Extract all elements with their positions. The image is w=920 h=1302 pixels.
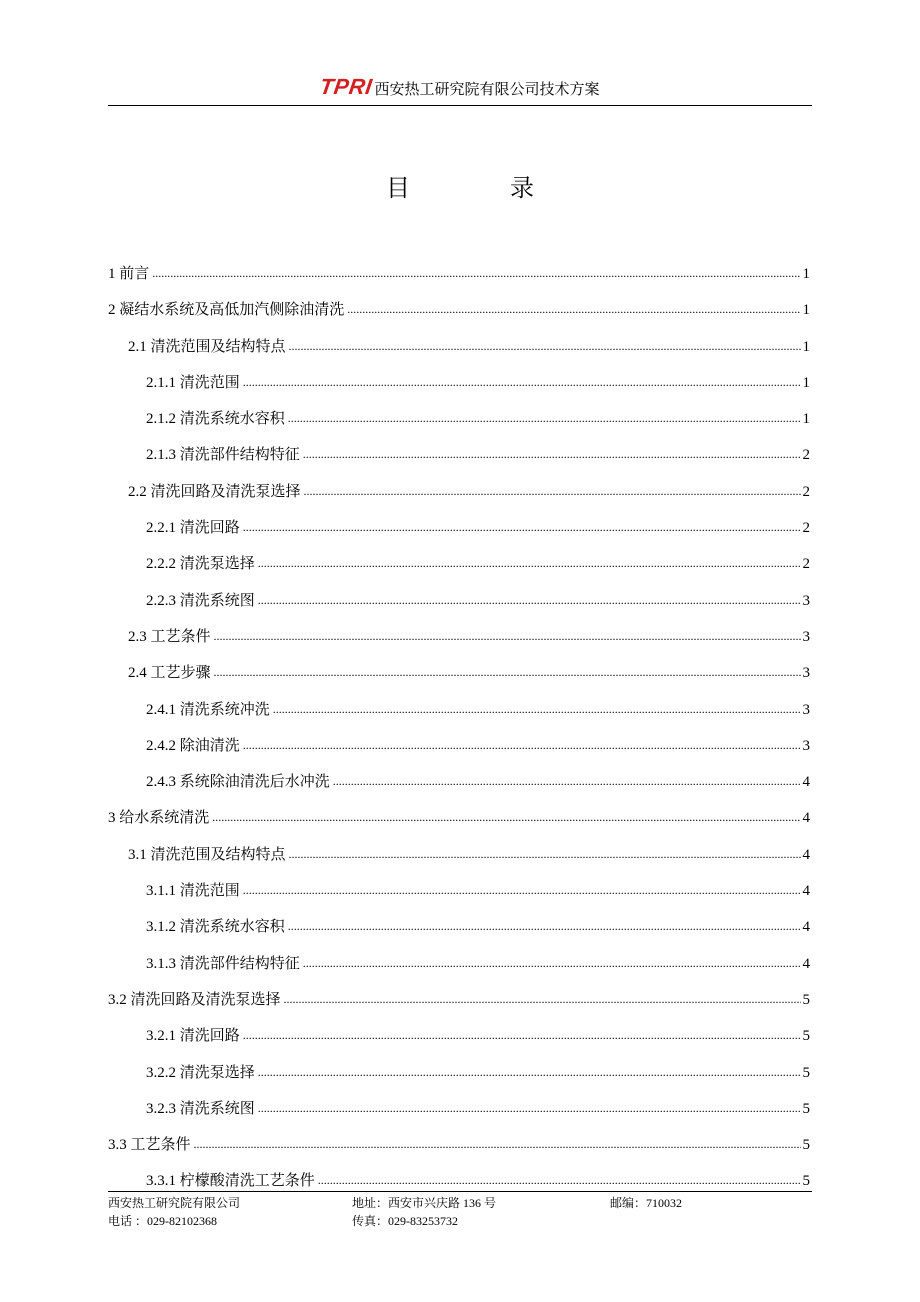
toc-dot-leader: [243, 872, 801, 908]
toc-entry-page: 1: [802, 411, 810, 428]
toc-entry[interactable]: [108, 365, 810, 401]
toc-entry-title: 清洗系统图: [179, 592, 255, 609]
toc-entry-title: 系统除油清洗后水冲洗: [179, 774, 330, 791]
toc-entry-page: 3: [802, 665, 810, 682]
toc-entry-number: 2.2: [128, 483, 147, 500]
toc-entry[interactable]: [108, 982, 810, 1018]
toc-entry-number: 2.1.3: [146, 447, 176, 464]
toc-entry-page: 4: [802, 774, 810, 791]
toc-entry-number: 3: [108, 810, 116, 827]
page-title-char-2: 录: [510, 176, 534, 202]
toc-entry[interactable]: [108, 256, 810, 292]
toc-entry-page: 2: [802, 520, 810, 537]
toc-entry-title: 清洗部件结构特征: [179, 955, 300, 972]
toc-dot-leader: [194, 1126, 801, 1162]
toc-entry[interactable]: [108, 1055, 810, 1091]
footer-phone: 电话 ：029-82102368: [108, 1214, 217, 1228]
toc-entry-page: 5: [802, 1100, 810, 1117]
toc-entry-page: 2: [802, 483, 810, 500]
toc-entry-page: 3: [802, 592, 810, 609]
toc-entry-number: 2.4.2: [146, 737, 176, 754]
toc-entry-number: 3.2.1: [146, 1028, 176, 1045]
toc-entry-page: 2: [802, 556, 810, 573]
toc-dot-leader: [243, 1017, 801, 1053]
footer-company: 西安热工研究院有限公司: [108, 1196, 241, 1210]
toc-entry-number: 3.3: [108, 1137, 127, 1154]
toc-entry-page: 3: [802, 701, 810, 718]
toc-entry-title: 清洗系统图: [179, 1100, 255, 1117]
toc-entry-title: 凝结水系统及高低加汽侧除油清洗: [119, 302, 345, 319]
footer-divider: [108, 1191, 812, 1192]
toc-entry-title: 清洗范围: [179, 374, 240, 391]
toc-entry-number: 2.4.3: [146, 774, 176, 791]
toc-entry-title: 清洗范围及结构特点: [150, 338, 286, 355]
toc-entry-title: 清洗系统水容积: [179, 919, 285, 936]
toc-entry-page: 4: [802, 955, 810, 972]
toc-entry-title: 清洗回路及清洗泵选择: [150, 483, 301, 500]
toc-entry[interactable]: [108, 583, 810, 619]
toc-entry-number: 3.1.3: [146, 955, 176, 972]
toc-entry-page: 2: [802, 447, 810, 464]
toc-dot-leader: [288, 400, 801, 436]
toc-entry[interactable]: [108, 437, 810, 473]
toc-entry-page: 1: [802, 266, 810, 282]
toc-entry-number: 3.2.3: [146, 1100, 176, 1117]
toc-entry[interactable]: [108, 1091, 810, 1127]
toc-entry-title: 清洗范围及结构特点: [150, 846, 286, 863]
toc-entry-number: 2.1.1: [146, 374, 176, 391]
toc-entry-page: 3: [802, 737, 810, 754]
toc-entry-page: 5: [802, 1137, 810, 1154]
toc-entry[interactable]: [108, 873, 810, 909]
toc-entry-title: 工艺步骤: [150, 665, 211, 682]
toc-dot-leader: [214, 618, 801, 654]
toc-dot-leader: [304, 473, 801, 509]
toc-entry[interactable]: [108, 474, 810, 510]
toc-entry-number: 3.3.1: [146, 1173, 176, 1190]
toc-entry[interactable]: [108, 619, 810, 655]
toc-entry-number: 2.1.2: [146, 411, 176, 428]
toc-entry-page: 4: [802, 846, 810, 863]
toc-entry[interactable]: [108, 800, 810, 836]
toc-entry-title: 清洗泵选择: [179, 1064, 255, 1081]
toc-entry-number: 3.1: [128, 846, 147, 863]
toc-dot-leader: [333, 763, 801, 799]
toc-entry-page: 1: [802, 338, 810, 355]
page-title: [0, 168, 920, 202]
toc-entry-title: 给水系统清洗: [119, 810, 210, 827]
toc-entry[interactable]: [108, 401, 810, 437]
toc-entry-title: 清洗部件结构特征: [179, 447, 300, 464]
page-footer: [108, 1194, 812, 1230]
tpri-logo: TPRI: [318, 74, 375, 99]
toc-entry-title: 工艺条件: [130, 1137, 191, 1154]
toc-entry-title: 清洗回路: [179, 520, 240, 537]
toc-entry-page: 4: [802, 883, 810, 900]
toc-entry[interactable]: [108, 546, 810, 582]
toc-entry[interactable]: [108, 764, 810, 800]
header-divider: [108, 105, 812, 106]
toc-entry-page: 4: [802, 919, 810, 936]
toc-entry[interactable]: [108, 692, 810, 728]
toc-entry[interactable]: [108, 1018, 810, 1054]
toc-dot-leader: [303, 436, 801, 472]
toc-entry-number: 3.2.2: [146, 1064, 176, 1081]
toc-entry-number: 3.1.2: [146, 919, 176, 936]
toc-dot-leader: [212, 799, 800, 835]
footer-postcode: 邮编：710032: [610, 1196, 683, 1210]
toc-entry-title: 清洗泵选择: [179, 556, 255, 573]
toc-entry-number: 2.4.1: [146, 701, 176, 718]
toc-entry-page: 5: [802, 1028, 810, 1045]
toc-dot-leader: [214, 654, 801, 690]
toc-entry-number: 2.2.2: [146, 556, 176, 573]
toc-entry-number: 2.3: [128, 628, 147, 645]
toc-dot-leader: [152, 255, 800, 291]
toc-dot-leader: [243, 509, 801, 545]
footer-address: 地址：西安市兴庆路 136 号: [352, 1196, 497, 1210]
toc-entry-title: 除油清洗: [179, 737, 240, 754]
toc-dot-leader: [284, 981, 801, 1017]
toc-entry-number: 2.1: [128, 338, 147, 355]
toc-entry-page: 5: [802, 991, 810, 1008]
toc-entry-title: 清洗回路: [179, 1028, 240, 1045]
toc-entry-page: 5: [802, 1173, 810, 1190]
toc-entry-title: 清洗范围: [179, 883, 240, 900]
toc-entry[interactable]: [108, 1127, 810, 1163]
toc-entry[interactable]: [108, 946, 810, 982]
footer-fax: 传真：029-83253732: [352, 1214, 458, 1228]
toc-dot-leader: [258, 1054, 801, 1090]
toc-entry-title: 清洗回路及清洗泵选择: [130, 991, 281, 1008]
toc-dot-leader: [288, 908, 801, 944]
toc-entry-page: 5: [802, 1064, 810, 1081]
toc-entry-page: 4: [802, 810, 810, 827]
toc-dot-leader: [258, 1090, 801, 1126]
toc-dot-leader: [243, 364, 801, 400]
toc-dot-leader: [289, 836, 801, 872]
toc-entry-page: 3: [802, 628, 810, 645]
toc-dot-leader: [258, 545, 801, 581]
toc-entry-page: 1: [802, 302, 810, 319]
toc-entry[interactable]: [108, 510, 810, 546]
toc-entry-number: 2: [108, 302, 116, 319]
table-of-contents: [108, 256, 810, 1200]
toc-entry[interactable]: [108, 292, 810, 328]
toc-dot-leader: [347, 291, 800, 327]
toc-entry-number: 3.2: [108, 991, 127, 1008]
toc-entry[interactable]: [108, 909, 810, 945]
toc-entry-number: 2.4: [128, 665, 147, 682]
toc-entry-title: 清洗系统冲洗: [179, 701, 270, 718]
toc-entry-number: 3.1.1: [146, 883, 176, 900]
toc-dot-leader: [273, 691, 801, 727]
toc-dot-leader: [303, 945, 801, 981]
toc-entry-number: 2.2.3: [146, 592, 176, 609]
toc-entry[interactable]: [108, 837, 810, 873]
toc-entry-page: 1: [802, 374, 810, 391]
page-header: [108, 74, 812, 104]
toc-dot-leader: [243, 727, 801, 763]
toc-dot-leader: [258, 582, 801, 618]
toc-entry[interactable]: [108, 329, 810, 365]
toc-dot-leader: [289, 328, 801, 364]
toc-entry-title: 柠檬酸清洗工艺条件: [179, 1173, 315, 1190]
toc-entry-title: 前言: [119, 266, 150, 282]
toc-entry-title: 清洗系统水容积: [179, 411, 285, 428]
toc-entry[interactable]: [108, 728, 810, 764]
toc-entry[interactable]: [108, 655, 810, 691]
page-title-char-1: 目: [386, 176, 410, 202]
toc-entry-number: 1: [108, 266, 116, 282]
toc-entry-number: 2.2.1: [146, 520, 176, 537]
toc-entry-title: 工艺条件: [150, 628, 211, 645]
header-title: 西安热工研究院有限公司技术方案: [374, 82, 600, 98]
